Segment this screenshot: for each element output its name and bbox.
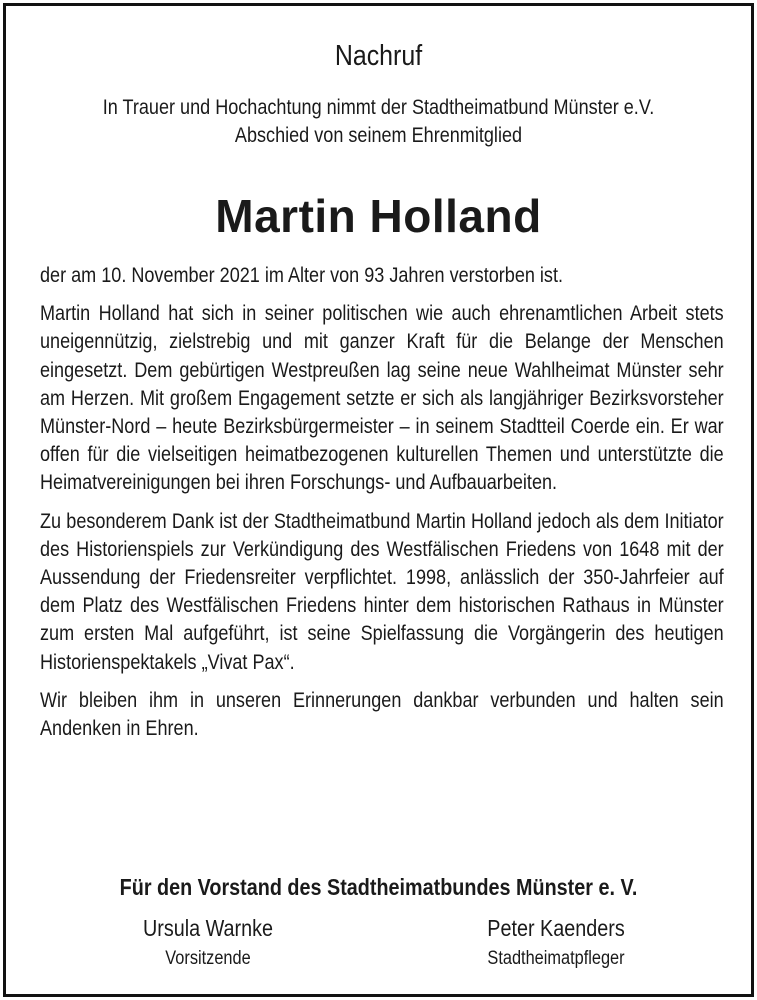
notice-heading: Nachruf — [334, 40, 423, 72]
paragraph-gratitude-text: Zu besonderem Dank ist der Stadtheimatbund Martin Holland jedoch als dem Initiator des Historienspiels zur Verkündigung des Westfälischen Friedens von 1648 mit der Aussendung der Friedensreiter verpflichtet. 1998, anlässlich der 350-Jahrfeier auf dem Platz des Westfälischen Friedens hinter dem historischen Rathaus in Münster zum ersten Mal aufgeführt, ist seine Spielfassung die Vorgängerin des heutigen Historienspektakels „Vivat Pax“. — [40, 509, 724, 674]
paragraph-remembrance-text: Wir bleiben ihm in unseren Erinnerungen dankbar verbunden und halten sein Andenken in Ehren. — [40, 688, 724, 741]
signer-name: Peter Kaenders — [487, 915, 625, 941]
paragraph-date — [40, 262, 724, 290]
paragraph-date-text: der am 10. November 2021 im Alter von 93 Jahren verstorben ist. — [40, 264, 564, 287]
paragraph-remembrance — [40, 687, 724, 743]
intro-line-1: In Trauer und Hochachtung nimmt der Stadtheimatbund Münster e.V. — [102, 96, 655, 119]
obituary-body — [40, 262, 724, 753]
paragraph-biography-text: Martin Holland hat sich in seiner politischen wie auch ehrenamtlichen Arbeit stets uneigennützig, zielstrebig und mit ganzer Kraft für die Belange der Menschen eingesetzt. Dem gebürtigen Westpreußen lag seine neue Wahlheimat Münster sehr am Herzen. Mit großem Engagement setzte er sich als langjähriger Bezirksvorsteher Münster-Nord – heute Bezirksbürgermeister – in seinem Stadtteil Coerde ein. Er war offen für die vielseitigen heimatbezogenen kulturellen Themen und unterstützte die Heimatvereinigungen bei ihren Forschungs- und Aufbauarbeiten. — [40, 302, 724, 495]
signer-role: Stadtheimatpfleger — [487, 948, 625, 969]
paragraph-gratitude — [40, 508, 724, 677]
obituary-notice — [3, 3, 754, 997]
intro-line-2: Abschied von seinem Ehrenmitglied — [234, 124, 523, 147]
signer-name: Ursula Warnke — [142, 915, 274, 941]
signer-chair — [79, 912, 337, 974]
signer-heritage-keeper — [427, 912, 685, 974]
intro-text — [58, 94, 699, 150]
deceased-name: Martin Holland — [215, 190, 542, 242]
signoff-line: Für den Vorstand des Stadtheimatbundes Münster e. V. — [119, 874, 638, 900]
signer-role: Vorsitzende — [165, 948, 251, 969]
paragraph-biography — [40, 300, 724, 497]
